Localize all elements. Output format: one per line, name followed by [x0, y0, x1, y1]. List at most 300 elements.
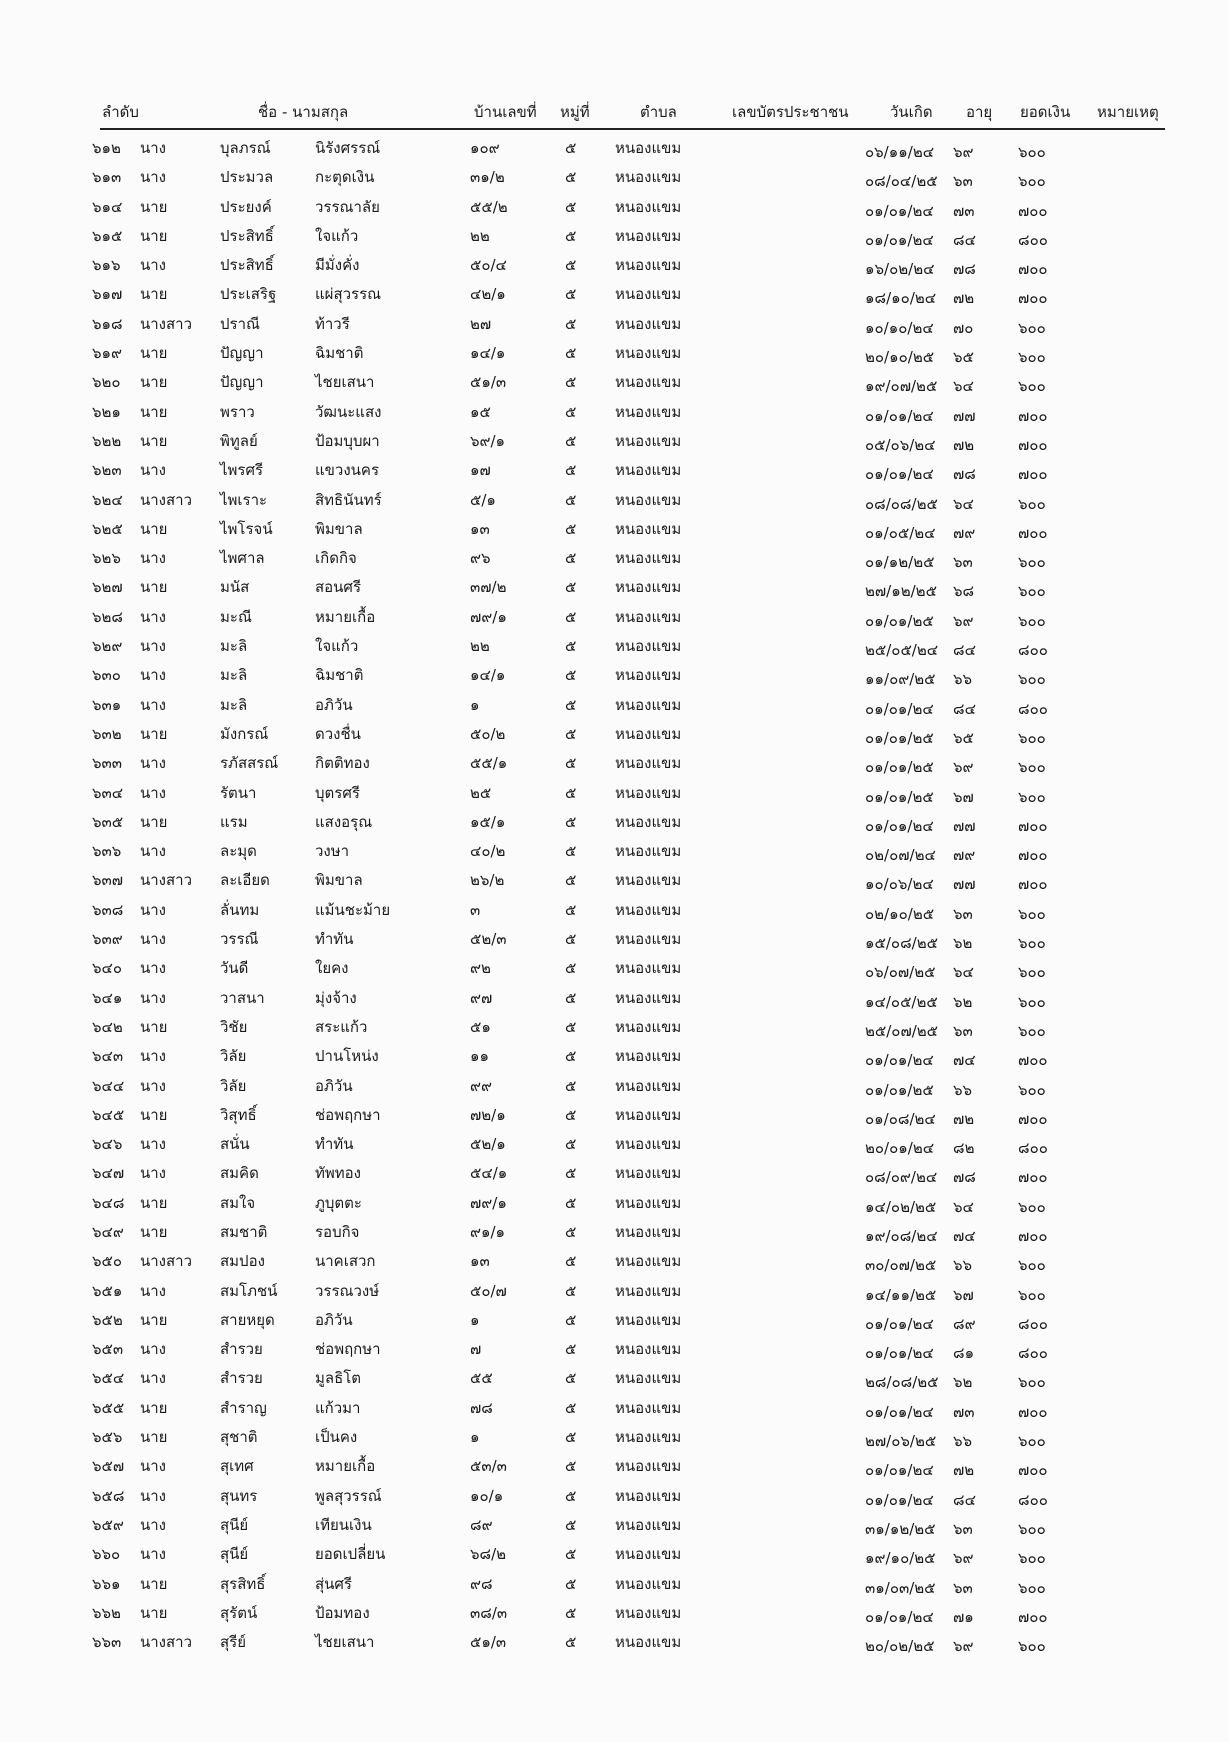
cell-first-name: วิลัย: [220, 1047, 247, 1066]
cell-dob: ๐๑/๐๑/๒๔: [865, 1314, 934, 1333]
cell-age: ๗๓: [953, 1402, 975, 1421]
cell-village: ๕: [565, 490, 577, 509]
cell-village: ๕: [565, 1193, 577, 1212]
cell-no: ๖๒๕: [92, 519, 123, 538]
cell-age: ๖๗: [953, 1285, 974, 1304]
cell-dob: ๒๐/๐๒/๒๕: [865, 1637, 935, 1656]
cell-village: ๕: [565, 1369, 577, 1388]
table-row: [0, 1097, 1229, 1126]
cell-village: ๕: [565, 402, 577, 421]
cell-age: ๘๔: [953, 1490, 976, 1509]
cell-age: ๖๒: [953, 1373, 973, 1392]
cell-prefix: นาย: [140, 402, 168, 421]
cell-amount: ๖๐๐: [1018, 553, 1046, 572]
cell-prefix: นาย: [140, 1398, 168, 1417]
table-row: [0, 511, 1229, 540]
cell-tambon: หนองแขม: [615, 1457, 682, 1476]
cell-last-name: ฉิมชาติ: [315, 666, 364, 685]
cell-no: ๖๒๐: [92, 373, 121, 392]
cell-tambon: หนองแขม: [615, 373, 682, 392]
cell-age: ๖๔: [953, 377, 974, 396]
cell-dob: ๒๗/๑๒/๒๕: [865, 582, 937, 601]
cell-prefix: นาย: [140, 1105, 168, 1124]
cell-age: ๘๔: [953, 699, 976, 718]
cell-amount: ๘๐๐: [1018, 230, 1048, 249]
cell-amount: ๖๐๐: [1018, 1197, 1046, 1216]
cell-age: ๖๖: [953, 670, 973, 689]
cell-no: ๖๕๐: [92, 1252, 123, 1271]
cell-dob: ๐๑/๐๑/๒๔: [865, 230, 934, 249]
cell-amount: ๗๐๐: [1018, 260, 1048, 279]
cell-house-no: ๖๙/๑: [470, 431, 506, 450]
cell-no: ๖๕๒: [92, 1310, 123, 1329]
cell-no: ๖๖๓: [92, 1633, 122, 1652]
cell-village: ๕: [565, 783, 577, 802]
cell-last-name: สอนศรี: [315, 578, 361, 597]
cell-last-name: ช่อพฤกษา: [315, 1105, 381, 1124]
cell-dob: ๐๑/๐๕/๒๔: [865, 523, 936, 542]
cell-tambon: หนองแขม: [615, 1164, 682, 1183]
cell-tambon: หนองแขม: [615, 1515, 682, 1534]
cell-tambon: หนองแขม: [615, 900, 682, 919]
cell-dob: ๑๔/๐๒/๒๕: [865, 1197, 937, 1216]
cell-dob: ๐๑/๐๑/๒๕: [865, 758, 934, 777]
cell-house-no: ๕๒/๓: [470, 930, 507, 949]
cell-amount: ๖๐๐: [1018, 318, 1046, 337]
cell-tambon: หนองแขม: [615, 490, 682, 509]
cell-village: ๕: [565, 871, 577, 890]
cell-last-name: ทำทัน: [315, 1135, 354, 1154]
table-row: [0, 657, 1229, 689]
cell-prefix: นาย: [140, 578, 168, 597]
table-row: [0, 540, 1229, 572]
table-row: [0, 1478, 1229, 1507]
cell-age: ๖๓: [953, 1519, 973, 1538]
cell-amount: ๖๐๐: [1018, 1256, 1046, 1275]
cell-first-name: วันดี: [220, 959, 249, 978]
table-row: [0, 1155, 1229, 1187]
cell-tambon: หนองแขม: [615, 754, 682, 773]
cell-tambon: หนองแขม: [615, 1486, 682, 1505]
cell-no: ๖๒๒: [92, 431, 122, 450]
cell-last-name: ไชยเสนา: [315, 373, 375, 392]
cell-first-name: มะลิ: [220, 637, 248, 656]
cell-no: ๖๒๓: [92, 461, 122, 480]
cell-house-no: ๕๔/๑: [470, 1164, 508, 1183]
header-no: ลำดับ: [102, 103, 139, 121]
cell-age: ๖๓: [953, 1021, 973, 1040]
cell-prefix: นางสาว: [140, 314, 193, 333]
cell-amount: ๗๐๐: [1018, 201, 1048, 220]
cell-last-name: พิมขาล: [315, 519, 363, 538]
cell-tambon: หนองแขม: [615, 871, 682, 890]
cell-no: ๖๒๑: [92, 402, 121, 421]
cell-amount: ๖๐๐: [1018, 1080, 1046, 1099]
cell-tambon: หนองแขม: [615, 1135, 682, 1154]
cell-prefix: นาง: [140, 754, 167, 773]
cell-no: ๖๓๑: [92, 695, 122, 714]
cell-house-no: ๑๐/๑: [470, 1486, 504, 1505]
cell-prefix: นาย: [140, 373, 168, 392]
cell-village: ๕: [565, 754, 577, 773]
cell-no: ๖๑๙: [92, 344, 123, 363]
cell-no: ๖๓๒: [92, 724, 122, 743]
table-row: [0, 276, 1229, 308]
table-row: [0, 716, 1229, 745]
cell-no: ๖๓๓: [92, 754, 123, 773]
cell-amount: ๖๐๐: [1018, 494, 1046, 513]
cell-amount: ๗๐๐: [1018, 523, 1048, 542]
cell-village: ๕: [565, 1545, 577, 1564]
cell-last-name: แผ่สุวรรณ: [315, 285, 382, 304]
cell-age: ๘๔: [953, 230, 976, 249]
cell-dob: ๓๑/๑๒/๒๕: [865, 1519, 936, 1538]
cell-village: ๕: [565, 1457, 577, 1476]
cell-tambon: หนองแขม: [615, 1603, 682, 1622]
cell-prefix: นาง: [140, 842, 167, 861]
cell-dob: ๐๘/๐๘/๒๕: [865, 494, 938, 513]
cell-dob: ๒๐/๐๑/๒๔: [865, 1139, 935, 1158]
cell-prefix: นาย: [140, 431, 168, 450]
cell-prefix: นาย: [140, 344, 168, 363]
cell-amount: ๖๐๐: [1018, 1519, 1046, 1538]
cell-prefix: นาย: [140, 812, 168, 831]
cell-first-name: สุรสิทธิ์: [220, 1574, 266, 1593]
cell-house-no: ๔๐/๒: [470, 842, 506, 861]
cell-amount: ๗๐๐: [1018, 1461, 1048, 1480]
cell-last-name: รอบกิจ: [315, 1222, 360, 1241]
cell-first-name: วิลัย: [220, 1076, 247, 1095]
cell-no: ๖๔๗: [92, 1164, 125, 1183]
cell-last-name: วัฒนะแสง: [315, 402, 382, 421]
cell-last-name: อภิวัน: [315, 1076, 353, 1095]
cell-village: ๕: [565, 812, 577, 831]
cell-tambon: หนองแขม: [615, 1428, 682, 1447]
cell-house-no: ๖๘/๒: [470, 1545, 507, 1564]
cell-village: ๕: [565, 519, 577, 538]
table-header: [0, 100, 1229, 130]
cell-dob: ๑๙/๐๗/๒๕: [865, 377, 938, 396]
cell-first-name: วาสนา: [220, 988, 265, 1007]
cell-tambon: หนองแขม: [615, 930, 682, 949]
cell-house-no: ๒๖/๒: [470, 871, 505, 890]
cell-house-no: ๓: [470, 900, 481, 919]
cell-last-name: ทัพทอง: [315, 1164, 361, 1183]
cell-last-name: แก้วมา: [315, 1398, 361, 1417]
cell-age: ๗๔: [953, 1051, 976, 1070]
cell-prefix: นาย: [140, 1603, 168, 1622]
cell-first-name: สุชาติ: [220, 1428, 258, 1447]
cell-amount: ๖๐๐: [1018, 172, 1046, 191]
cell-dob: ๐๒/๐๗/๒๔: [865, 846, 936, 865]
cell-village: ๕: [565, 1252, 577, 1271]
cell-village: ๕: [565, 1047, 577, 1066]
table-row: [0, 775, 1229, 804]
table-row: [0, 482, 1229, 511]
cell-age: ๗๙: [953, 523, 976, 542]
cell-no: ๖๓๔: [92, 783, 124, 802]
cell-house-no: ๑๓: [470, 1252, 490, 1271]
cell-village: ๕: [565, 1398, 577, 1417]
cell-no: ๖๑๗: [92, 285, 123, 304]
cell-age: ๘๙: [953, 1314, 976, 1333]
cell-village: ๕: [565, 959, 577, 978]
cell-prefix: นาง: [140, 900, 167, 919]
cell-age: ๗๒: [953, 435, 975, 454]
table-row: [0, 1536, 1229, 1568]
cell-tambon: หนองแขม: [615, 842, 682, 861]
cell-prefix: นางสาว: [140, 1252, 193, 1271]
cell-prefix: นาง: [140, 1486, 167, 1505]
cell-no: ๖๖๐: [92, 1545, 121, 1564]
cell-no: ๖๖๑: [92, 1574, 121, 1593]
cell-tambon: หนองแขม: [615, 695, 682, 714]
cell-first-name: ไพศาล: [220, 549, 265, 568]
cell-tambon: หนองแขม: [615, 1633, 682, 1652]
cell-no: ๖๑๔: [92, 197, 123, 216]
cell-prefix: นางสาว: [140, 1633, 193, 1652]
cell-dob: ๐๑/๐๑/๒๕: [865, 1080, 934, 1099]
cell-dob: ๐๑/๐๑/๒๔: [865, 1607, 934, 1626]
table-row: [0, 1273, 1229, 1302]
cell-last-name: ยอดเปลี่ยน: [315, 1545, 386, 1564]
cell-first-name: สมโภชน์: [220, 1281, 278, 1300]
cell-no: ๖๔๓: [92, 1047, 124, 1066]
cell-house-no: ๙๖: [470, 549, 491, 568]
cell-no: ๖๔๒: [92, 1017, 123, 1036]
cell-house-no: ๒๒: [470, 637, 490, 656]
cell-last-name: ดวงชื่น: [315, 724, 361, 743]
cell-dob: ๑๐/๐๖/๒๔: [865, 875, 934, 894]
header-id-card: เลขบัตรประชาชน: [732, 103, 849, 121]
table-row: [0, 892, 1229, 921]
cell-age: ๖๔: [953, 1197, 974, 1216]
cell-house-no: ๑: [470, 1428, 480, 1447]
cell-village: ๕: [565, 1105, 577, 1124]
cell-dob: ๐๘/๐๔/๒๕: [865, 172, 938, 191]
header-amount: ยอดเงิน: [1020, 103, 1071, 121]
table-row: [0, 1126, 1229, 1158]
cell-village: ๕: [565, 1574, 577, 1593]
cell-last-name: วงษา: [315, 842, 350, 861]
cell-dob: ๐๑/๐๑/๒๔: [865, 1402, 934, 1421]
cell-amount: ๖๐๐: [1018, 377, 1046, 396]
cell-first-name: ปราณี: [220, 314, 260, 333]
cell-prefix: นาง: [140, 959, 167, 978]
cell-village: ๕: [565, 168, 577, 187]
cell-no: ๖๓๙: [92, 930, 123, 949]
cell-age: ๖๙: [953, 1637, 974, 1656]
cell-village: ๕: [565, 1515, 577, 1534]
cell-no: ๖๓๖: [92, 842, 122, 861]
cell-tambon: หนองแขม: [615, 197, 682, 216]
cell-last-name: มูลธิโต: [315, 1369, 362, 1388]
cell-house-no: ๙๘: [470, 1574, 493, 1593]
header-house-no: บ้านเลขที่: [474, 103, 537, 121]
cell-first-name: มะลิ: [220, 666, 248, 685]
cell-dob: ๒๕/๐๗/๒๕: [865, 1021, 939, 1040]
cell-last-name: กิตติทอง: [315, 754, 370, 773]
cell-dob: ๐๑/๐๑/๒๔: [865, 465, 934, 484]
cell-village: ๕: [565, 1428, 577, 1447]
cell-dob: ๐๑/๐๑/๒๕: [865, 787, 934, 806]
cell-first-name: ไพรศรี: [220, 461, 264, 480]
cell-last-name: สิทธินันทร์: [315, 490, 382, 509]
cell-last-name: นาคเสวก: [315, 1252, 376, 1271]
cell-age: ๖๖: [953, 1080, 973, 1099]
cell-first-name: สมคิด: [220, 1164, 259, 1183]
cell-tambon: หนองแขม: [615, 285, 682, 304]
cell-first-name: ปัญญา: [220, 344, 264, 363]
cell-house-no: ๑๕/๑: [470, 812, 506, 831]
cell-prefix: นาง: [140, 1457, 167, 1476]
cell-dob: ๐๑/๐๑/๒๔: [865, 1490, 934, 1509]
cell-last-name: อภิวัน: [315, 695, 353, 714]
table-row: [0, 423, 1229, 452]
cell-dob: ๐๖/๑๑/๒๔: [865, 143, 935, 161]
cell-house-no: ๗๘: [470, 1398, 493, 1417]
cell-dob: ๐๑/๑๒/๒๕: [865, 553, 935, 572]
cell-first-name: วรรณี: [220, 930, 259, 949]
cell-no: ๖๒๙: [92, 637, 123, 656]
cell-prefix: นาย: [140, 724, 168, 743]
cell-age: ๖๙: [953, 143, 974, 161]
cell-house-no: ๑๓: [470, 519, 490, 538]
cell-dob: ๐๑/๐๑/๒๔: [865, 1051, 934, 1070]
cell-village: ๕: [565, 549, 577, 568]
cell-dob: ๒๐/๑๐/๒๕: [865, 348, 935, 367]
table-row: [0, 1302, 1229, 1331]
table-row: [0, 364, 1229, 396]
cell-age: ๗๓: [953, 201, 975, 220]
cell-no: ๖๓๕: [92, 812, 124, 831]
cell-village: ๕: [565, 578, 577, 597]
cell-first-name: แรม: [220, 812, 248, 831]
cell-house-no: ๑๗: [470, 461, 491, 480]
cell-house-no: ๒๕: [470, 783, 492, 802]
cell-no: ๖๑๓: [92, 168, 122, 187]
cell-house-no: ๑๕: [470, 402, 491, 421]
cell-last-name: สุ่นศรี: [315, 1574, 352, 1593]
table-row: [0, 1360, 1229, 1392]
cell-first-name: สำราญ: [220, 1398, 267, 1417]
cell-tambon: หนองแขม: [615, 461, 682, 480]
cell-prefix: นาย: [140, 1310, 168, 1329]
cell-dob: ๐๑/๐๑/๒๕: [865, 728, 934, 747]
cell-prefix: นาย: [140, 1193, 168, 1212]
cell-village: ๕: [565, 461, 577, 480]
cell-amount: ๖๐๐: [1018, 1432, 1046, 1451]
cell-age: ๖๔: [953, 963, 974, 982]
cell-amount: ๖๐๐: [1018, 1373, 1046, 1392]
cell-village: ๕: [565, 1222, 577, 1241]
cell-prefix: นาย: [140, 1574, 168, 1593]
cell-last-name: เกิดกิจ: [315, 549, 357, 568]
cell-tambon: หนองแขม: [615, 1047, 682, 1066]
cell-dob: ๒๕/๐๕/๒๔: [865, 641, 939, 660]
cell-tambon: หนองแขม: [615, 1281, 682, 1300]
cell-age: ๖๖: [953, 1256, 973, 1275]
table-row: [0, 862, 1229, 894]
cell-village: ๕: [565, 373, 577, 392]
cell-house-no: ๑๔/๑: [470, 666, 506, 685]
cell-house-no: ๕๒/๑: [470, 1135, 506, 1154]
cell-amount: ๖๐๐: [1018, 758, 1046, 777]
cell-first-name: พิทูลย์: [220, 431, 258, 450]
cell-no: ๖๕๘: [92, 1486, 125, 1505]
cell-tambon: หนองแขม: [615, 402, 682, 421]
cell-village: ๕: [565, 1486, 577, 1505]
table-row: [0, 1624, 1229, 1656]
cell-house-no: ๒๒: [470, 226, 490, 245]
cell-prefix: นาง: [140, 1281, 167, 1300]
cell-house-no: ๗: [470, 1340, 482, 1359]
cell-first-name: ลั่นทม: [220, 900, 260, 919]
cell-first-name: ปัญญา: [220, 373, 264, 392]
cell-age: ๖๖: [953, 1432, 973, 1451]
cell-first-name: สมใจ: [220, 1193, 256, 1212]
cell-amount: ๖๐๐: [1018, 992, 1046, 1011]
cell-prefix: นาง: [140, 1340, 167, 1359]
cell-no: ๖๔๖: [92, 1135, 123, 1154]
cell-amount: ๘๐๐: [1018, 1490, 1048, 1509]
cell-age: ๘๑: [953, 1344, 975, 1363]
cell-amount: ๖๐๐: [1018, 582, 1046, 601]
cell-amount: ๗๐๐: [1018, 289, 1048, 308]
cell-age: ๖๗: [953, 787, 974, 806]
cell-tambon: หนองแขม: [615, 1369, 682, 1388]
cell-amount: ๗๐๐: [1018, 1607, 1048, 1626]
cell-village: ๕: [565, 724, 577, 743]
cell-house-no: ๕๐/๗: [470, 1281, 507, 1300]
cell-age: ๘๔: [953, 641, 976, 660]
cell-no: ๖๕๙: [92, 1515, 124, 1534]
cell-age: ๖๒: [953, 992, 973, 1011]
cell-village: ๕: [565, 695, 577, 714]
cell-age: ๖๓: [953, 172, 973, 191]
table-row: [0, 1507, 1229, 1536]
cell-first-name: ประยงค์: [220, 197, 272, 216]
cell-no: ๖๒๖: [92, 549, 121, 568]
cell-house-no: ๕๐/๔: [470, 256, 507, 275]
cell-amount: ๖๐๐: [1018, 934, 1046, 953]
cell-dob: ๐๖/๐๗/๒๕: [865, 963, 936, 982]
cell-amount: ๗๐๐: [1018, 465, 1048, 484]
cell-first-name: สุนีย์: [220, 1545, 249, 1564]
cell-amount: ๖๐๐: [1018, 1285, 1046, 1304]
cell-village: ๕: [565, 1310, 577, 1329]
cell-house-no: ๙๑/๑: [470, 1222, 506, 1241]
cell-first-name: สำรวย: [220, 1369, 263, 1388]
cell-prefix: นาง: [140, 666, 167, 685]
cell-house-no: ๙๒: [470, 959, 491, 978]
cell-tambon: หนองแขม: [615, 1105, 682, 1124]
cell-house-no: ๕/๑: [470, 490, 496, 509]
cell-tambon: หนองแขม: [615, 959, 682, 978]
table-row: [0, 306, 1229, 335]
cell-no: ๖๕๓: [92, 1340, 124, 1359]
cell-house-no: ๒๗: [470, 314, 492, 333]
cell-house-no: ๕๓/๓: [470, 1457, 507, 1476]
cell-first-name: สนั่น: [220, 1135, 250, 1154]
cell-no: ๖๕๖: [92, 1428, 123, 1447]
cell-amount: ๖๐๐: [1018, 1549, 1046, 1568]
table-row: [0, 159, 1229, 191]
cell-village: ๕: [565, 930, 577, 949]
cell-village: ๕: [565, 842, 577, 861]
cell-age: ๗๘: [953, 1168, 976, 1187]
header-name: ชื่อ - นามสกุล: [258, 103, 349, 121]
